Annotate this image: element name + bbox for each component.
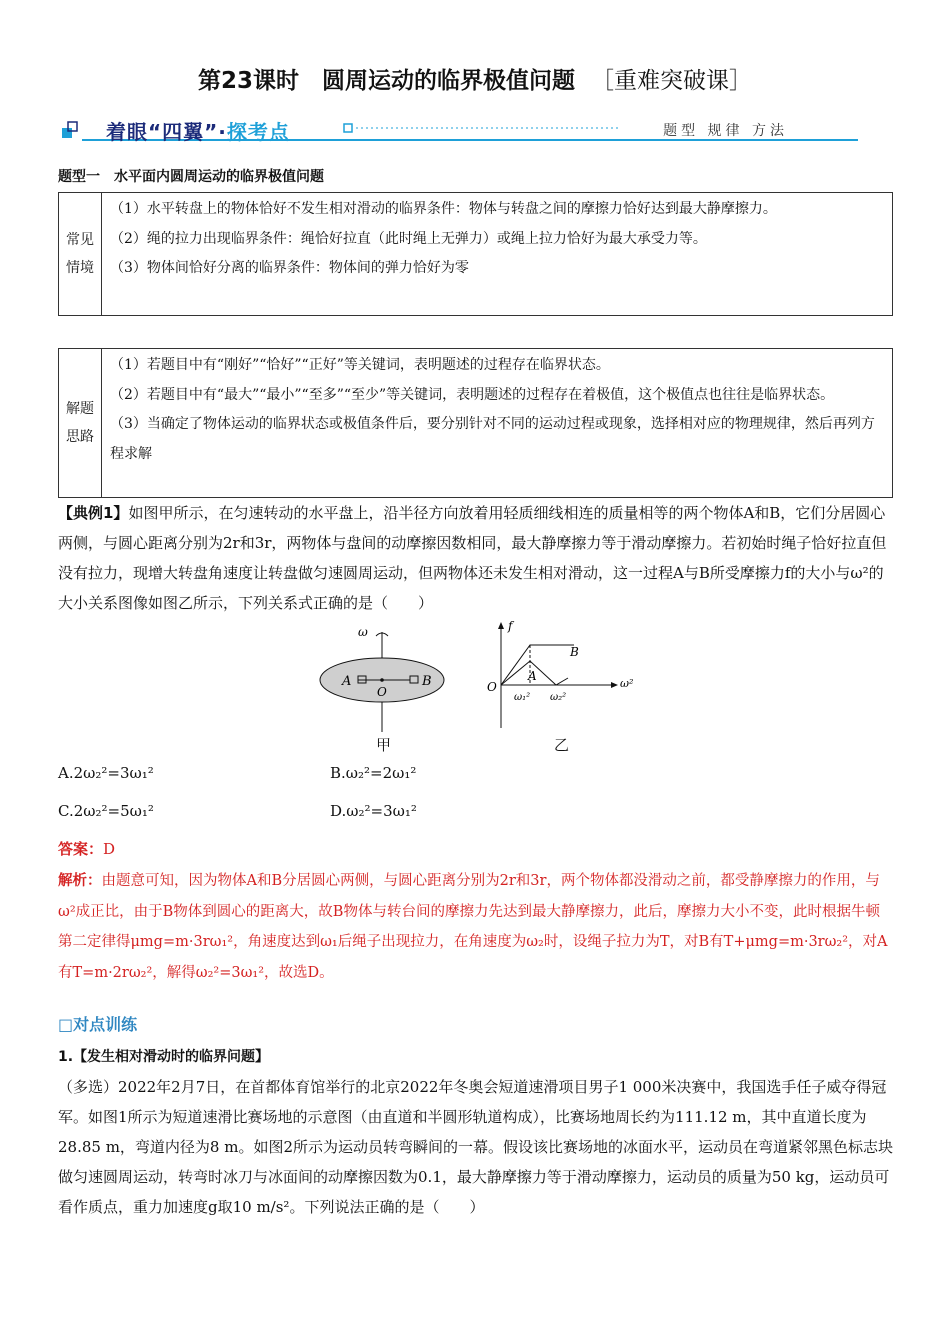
option-a[interactable]: A.2ω₂²=3ω₁² xyxy=(58,764,154,782)
fig-tick-1: ω₁² xyxy=(514,692,531,703)
fig-curve-a: A xyxy=(528,669,537,683)
training-heading: □对点训练 xyxy=(58,1015,138,1034)
banner-title: 着眼“四翼”·探考点 xyxy=(106,120,290,144)
fig-label-b: B xyxy=(422,674,432,689)
approach-line-2: （2）若题目中有“最大”“最小”“至多”“至少”等关键词，表明题述的过程存在着极值，这个极值点也往往是临界状态。 xyxy=(110,386,835,403)
figure-yi xyxy=(484,620,644,732)
situations-box xyxy=(58,192,893,316)
answer-label: 答案： xyxy=(58,840,104,858)
analysis xyxy=(58,866,894,988)
caption-jia: 甲 xyxy=(376,736,392,754)
example-label: 【典例1】 xyxy=(58,504,129,522)
approach-box xyxy=(58,348,893,498)
fig-label-o: O xyxy=(377,685,387,699)
fig-curve-b: B xyxy=(570,645,579,659)
fig-label-a: A xyxy=(342,674,352,689)
approach-line-1: （1）若题目中有“刚好”“恰好”“正好”等关键词，表明题述的过程存在临界状态。 xyxy=(110,357,610,373)
question-1-text: （多选）2022年2月7日，在首都体育馆举行的北京2022年冬奥会短道速滑项目男子1 000米决赛中，我国选手任子威夺得冠军。如图1所示为短道速滑比赛场地的示意图（由直道和半圆形轨道构成），比赛场地周长约为111.12 m，其中直道长度为28.85 m，弯道内径为8 m。如图2所示为运动员转弯瞬间的一幕。假设该比赛场地的冰面水平，运动员在弯道紧邻黑色标志块做匀速圆周运动，转弯时冰刀与冰面间的动摩擦因数为0.1，最大静摩擦力等于滑动摩擦力，运动员的质量为50 kg，运动员可看作质点，重力加速度g取10 m/s²。下列说法正确的是（ ） xyxy=(58,1078,894,1216)
option-b[interactable]: B.ω₂²=2ω₁² xyxy=(330,764,417,782)
title-main: 第23课时 圆周运动的临界极值问题 xyxy=(197,68,575,94)
figure-jia xyxy=(310,622,490,742)
situation-line-2: （2）绳的拉力出现临界条件：绳恰好拉直（此时绳上无弹力）或绳上拉力恰好为最大承受力等。 xyxy=(110,230,707,247)
fig-origin: O xyxy=(487,680,497,694)
section-heading: 题型一 水平面内圆周运动的临界极值问题 xyxy=(58,169,324,185)
question-1-heading: 1.【发生相对滑动时的临界问题】 xyxy=(58,1049,270,1065)
situations-label: 常见 情境 xyxy=(59,193,102,315)
fig-axis-f: f xyxy=(508,620,513,633)
section-banner xyxy=(58,114,858,148)
example-1 xyxy=(58,498,894,618)
situation-line-3: （3）物体间恰好分离的临界条件：物体间的弹力恰好为零 xyxy=(110,260,469,276)
option-d[interactable]: D.ω₂²=3ω₁² xyxy=(330,802,417,820)
caption-yi: 乙 xyxy=(554,736,570,754)
situation-line-1: （1）水平转盘上的物体恰好不发生相对滑动的临界条件：物体与转盘之间的摩擦力恰好达到最大静摩擦力。 xyxy=(110,201,777,217)
example-text: 如图甲所示，在匀速转动的水平盘上，沿半径方向放着用轻质细线相连的质量相等的两个物体A和B，它们分居圆心两侧，与圆心距离分别为2r和3r，两物体与盘间的动摩擦因数相同，最大静摩擦力等于滑动摩擦力。若初始时绳子恰好拉直但没有拉力，现增大转盘角速度让转盘做匀速圆周运动，但两物体还未发生相对滑动，这一过程A与B所受摩擦力f的大小与ω²的大小关系图像如图乙所示，下列关系式正确的是（ ） xyxy=(58,504,887,612)
analysis-label: 解析： xyxy=(58,873,102,889)
banner-subtitle: 题型 规律 方法 xyxy=(663,123,788,139)
analysis-text: 由题意可知，因为物体A和B分居圆心两侧，与圆心距离分别为2r和3r，两个物体都没滑动之前，都受静摩擦力的作用，与ω²成正比，由于B物体到圆心的距离大，故B物体与转台间的摩擦力先达到最大静摩擦力，此后，摩擦力大小不变，此时根据牛顿第二定律得μmg=m·3rω₁²，角速度达到ω₁后绳子出现拉力，在角速度为ω₂时，设绳子拉力为T，对B有T+μmg=m·3rω₂²，对A有T=m·2rω₂²，解得ω₂²=3ω₁²，故选D。 xyxy=(58,873,888,981)
approach-line-3: （3）当确定了物体运动的临界状态或极值条件后，要分别针对不同的运动过程或现象，选择相对应的物理规律，然后再列方程求解 xyxy=(110,416,875,462)
answer-value: D xyxy=(103,840,116,858)
title-tag: ［重难突破课］ xyxy=(591,68,752,94)
fig-tick-2: ω₂² xyxy=(550,692,567,703)
fig-axis-w2: ω² xyxy=(620,677,634,690)
page-title xyxy=(0,62,950,95)
answer xyxy=(58,834,894,864)
approach-label: 解题 思路 xyxy=(59,349,102,497)
option-c[interactable]: C.2ω₂²=5ω₁² xyxy=(58,802,154,820)
fig-omega: ω xyxy=(358,625,368,639)
